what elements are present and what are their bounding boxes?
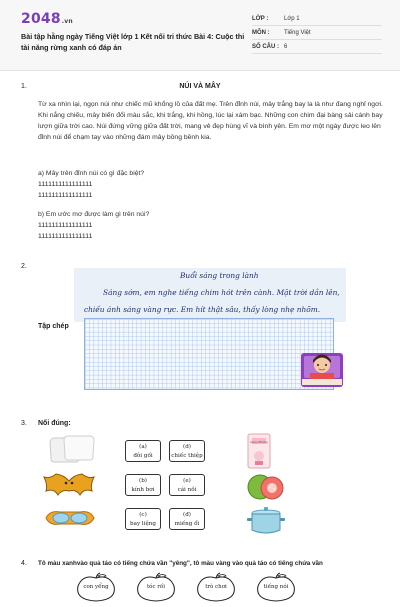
match-letter: (a) [139, 444, 147, 450]
logo-suffix: .vn [61, 18, 73, 25]
pot-icon [246, 506, 286, 536]
question-number: 2. [21, 263, 27, 270]
question-number: 3. [21, 420, 27, 427]
reading-passage: Từ xa nhìn lại, ngọn núi như chiếc mũ khổng lồ của đất mẹ. Trên đỉnh núi, mây trắng bay la là như đang nghỉ ngơi. Khi nắng chiếu, mây biến đổi màu sắc, khi trắng, khi hồng, lúc lại xám bạc. Những con chim đại bàng sải cánh bay lượn giữa trời cao. Núi đứng vững giữa đất trời, mang vẻ đẹp hùng vĩ và bình yên. Em mơ một ngày được leo lên đỉnh núi để chạm tay vào những đám mây bồng bềnh kia. [38, 101, 383, 141]
child-writing-illustration [300, 349, 344, 387]
match-word: miếng ổi [174, 521, 200, 527]
match-letter: (đ) [183, 512, 191, 518]
match-word: kính bơi [131, 487, 155, 493]
matching-label: Nối đúng: [38, 420, 71, 427]
apple-label: trò chơi [205, 584, 227, 590]
answer-line: 1111111111111111 [38, 233, 93, 240]
birthday-card-icon [246, 432, 272, 470]
match-box-c[interactable] [125, 508, 161, 530]
copy-label: Tập chép [38, 323, 69, 330]
coloring-instruction: Tô màu xanhvào quả táo có tiếng chứa vần "yêng", tô màu vàng vào quả táo có tiếng chứa vần [38, 560, 323, 567]
goggles-icon [44, 506, 96, 530]
document-title: Bài tập hằng ngày Tiếng Việt lớp 1 Kết nối tri thức Bài 4: Cuộc thi tài năng rừng xanh có đáp án [21, 32, 245, 52]
match-word: chiếc thiệp [171, 453, 203, 459]
apple-outline[interactable] [71, 572, 121, 602]
question-number: 1. [21, 83, 27, 90]
question-part-a: a) Mây trên đỉnh núi có gì đặc biệt? [38, 170, 145, 177]
match-box-a[interactable] [125, 440, 161, 462]
match-word: đôi gối [133, 453, 153, 459]
match-letter: (d) [183, 444, 191, 450]
meta-table [252, 12, 382, 54]
apple-label: con yểng [83, 584, 109, 590]
apple-outline[interactable] [131, 572, 181, 602]
meta-row-class [252, 12, 382, 26]
match-box-d[interactable] [169, 440, 205, 462]
match-word: cái nồi [177, 487, 197, 493]
header-bar [0, 0, 400, 71]
match-box-b[interactable] [125, 474, 161, 496]
meta-value: Tiếng Việt [284, 29, 311, 36]
copy-line: chiếu ánh sáng vàng rực. Em hít thật sâu, thấy lòng nhẹ nhõm. [84, 305, 321, 314]
apple-outline[interactable] [191, 572, 241, 602]
meta-row-count [252, 40, 382, 54]
answer-line: 1111111111111111 [38, 192, 93, 199]
apple-label: tiếng nói [263, 584, 289, 590]
match-letter: (c) [139, 512, 147, 518]
meta-value: 6 [284, 43, 288, 50]
pillow-icon [46, 433, 96, 465]
site-logo[interactable] [21, 11, 73, 27]
copy-line-title: Buổi sáng trong lành [180, 271, 259, 280]
copy-line: Sáng sớm, em nghe tiếng chim hót trên cành. Mặt trời dần lên, [103, 288, 340, 297]
meta-key: SỐ CÂU : [252, 43, 279, 50]
passage-title: NÚI VÀ MÂY [179, 83, 221, 90]
apple-label: tóc rối [146, 584, 166, 590]
match-word: bay liệng [130, 521, 156, 527]
apple-outline[interactable] [251, 572, 301, 602]
bat-icon [42, 471, 96, 499]
card-text: Happy Birthday [250, 441, 268, 444]
meta-key: LỚP : [252, 15, 269, 22]
match-box-dd[interactable] [169, 508, 205, 530]
meta-key: MÔN : [252, 29, 270, 36]
logo-main: 2048 [21, 11, 61, 27]
guava-icon [246, 470, 286, 502]
match-box-e[interactable] [169, 474, 205, 496]
handwriting-grid[interactable] [84, 318, 334, 390]
match-letter: (b) [139, 478, 147, 484]
answer-line: 1111111111111111 [38, 222, 93, 229]
meta-value: Lớp 1 [284, 15, 300, 22]
question-part-b: b) Em ước mơ được làm gì trên núi? [38, 211, 150, 218]
match-letter: (e) [183, 478, 191, 484]
question-number: 4. [21, 560, 27, 567]
answer-line: 1111111111111111 [38, 181, 93, 188]
meta-row-subject [252, 26, 382, 40]
